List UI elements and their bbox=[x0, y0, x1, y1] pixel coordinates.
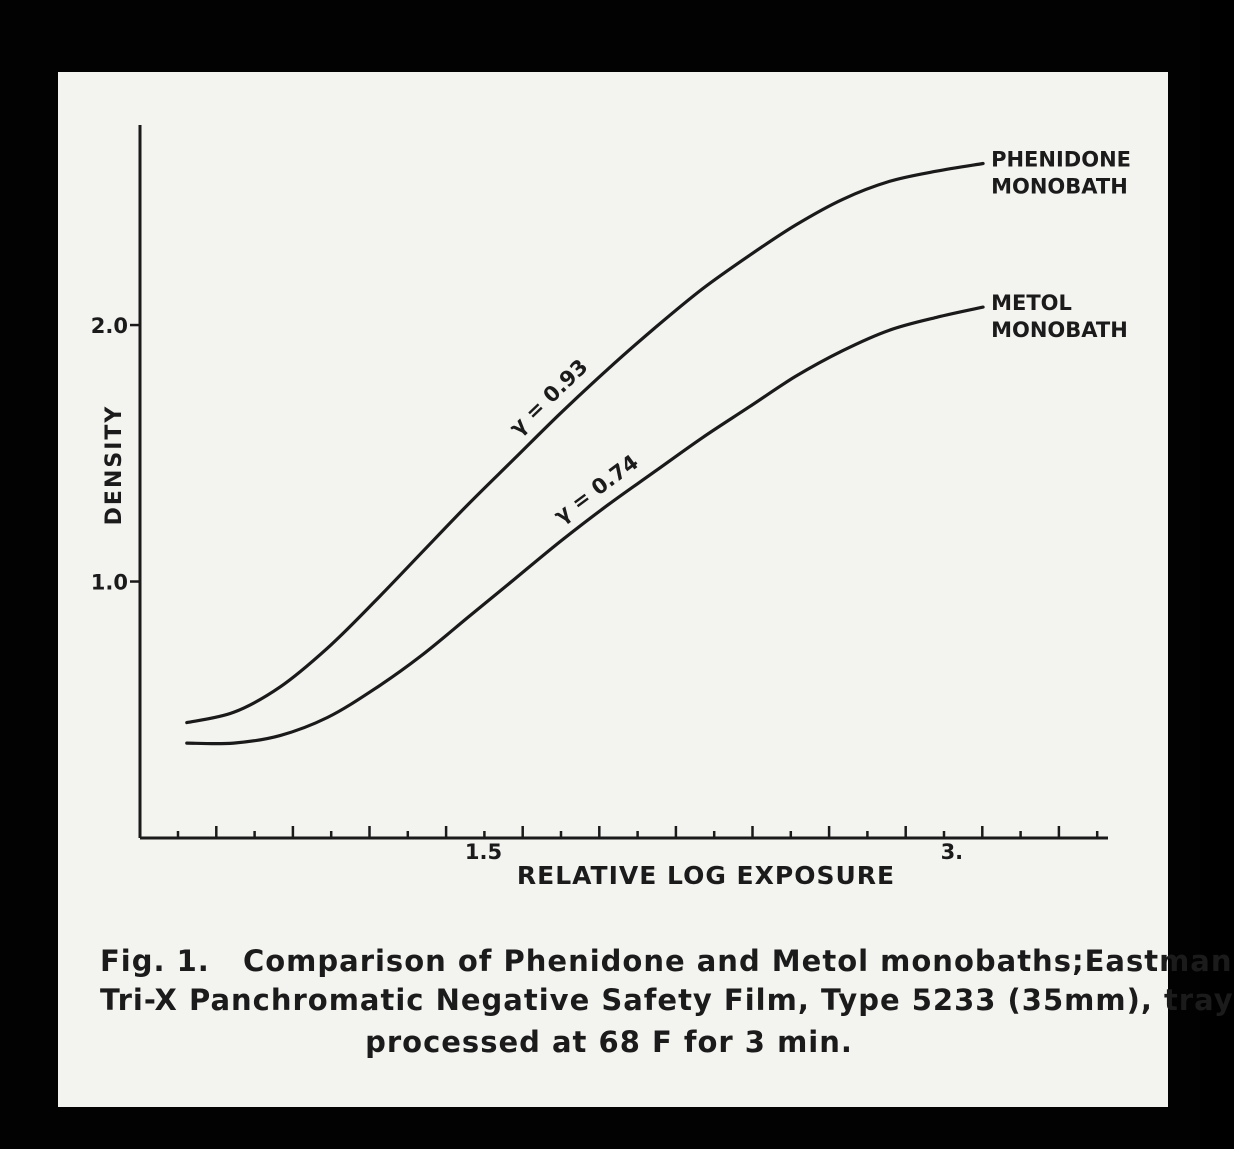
series-label-line: PHENIDONE bbox=[991, 147, 1132, 172]
x-ticks bbox=[178, 826, 1097, 864]
series-label-line: MONOBATH bbox=[991, 318, 1128, 343]
x-axis-label: RELATIVE LOG EXPOSURE bbox=[516, 861, 896, 890]
figure-number: Fig. 1. bbox=[100, 944, 210, 978]
phenidone-gamma-label: γ = 0.93 bbox=[504, 354, 593, 440]
caption-line-2: Tri-X Panchromatic Negative Safety Film, Type 5233 (35mm), tray bbox=[100, 983, 1234, 1017]
y-tick-label: 2.0 bbox=[90, 314, 128, 339]
metol-legend-label bbox=[991, 291, 1128, 342]
metol-gamma-label: γ = 0.74 bbox=[549, 450, 643, 528]
caption-line-3: processed at 68 F for 3 min. bbox=[365, 1025, 853, 1059]
caption-text-1: Comparison of Phenidone and Metol monobaths; bbox=[242, 944, 1085, 978]
phenidone-legend-label bbox=[991, 147, 1131, 198]
series-label-line: MONOBATH bbox=[991, 174, 1128, 199]
y-axis-label: DENSITY bbox=[102, 404, 127, 526]
x-tick-label: 1.5 bbox=[464, 840, 503, 864]
text-labels bbox=[102, 405, 895, 890]
series-label-line: METOL bbox=[991, 291, 1072, 316]
series-layer bbox=[187, 147, 1131, 743]
x-tick-label: 3. bbox=[940, 840, 964, 864]
y-tick-label: 1.0 bbox=[90, 570, 128, 595]
caption-line-1 bbox=[100, 942, 1233, 980]
caption-text-1-end: Eastman bbox=[1084, 944, 1233, 978]
phenidone-curve bbox=[187, 164, 983, 723]
